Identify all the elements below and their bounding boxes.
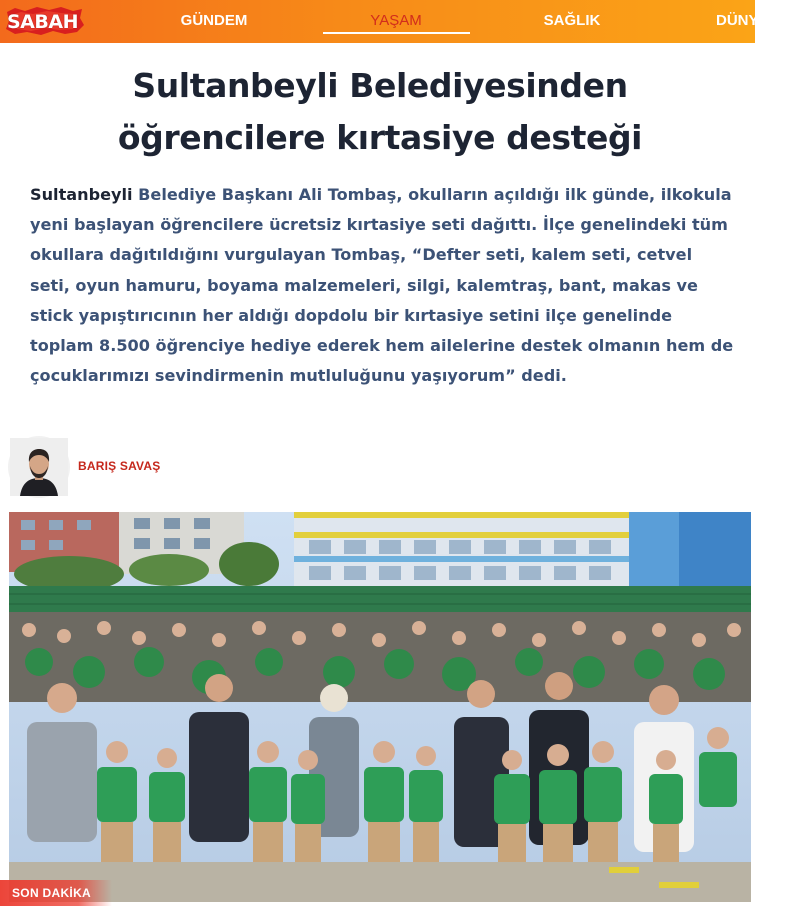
logo-wordmark: SABAH <box>7 11 78 33</box>
nav-item-dunya[interactable]: DÜNYA <box>716 12 768 29</box>
sabah-logo[interactable] <box>3 6 85 36</box>
top-nav-bar <box>0 0 768 43</box>
active-nav-indicator <box>323 32 470 34</box>
breaking-news-badge[interactable]: SON DAKİKA <box>0 880 112 906</box>
group-photo-icon <box>9 512 751 902</box>
nav-item-gundem[interactable]: GÜNDEM <box>180 12 248 29</box>
nav-item-yasam[interactable]: YAŞAM <box>370 12 422 29</box>
article-hero-image[interactable] <box>9 512 751 902</box>
lead-location: Sultanbeyli <box>30 185 133 204</box>
article-headline: Sultanbeyli Belediyesinden öğrencilere kırtasiye desteği <box>117 66 643 157</box>
article-lead <box>30 180 735 391</box>
lead-text: Belediye Başkanı Ali Tombaş, okulların açıldığı ilk günde, ilkokula yeni başlayan öğrencilere ücretsiz kırtasiye seti dağıttı. İlçe genelindeki tüm okullara dağıtıldığını vurgulayan Tombaş, “Defter seti, kalem seti, cetvel seti, oyun hamuru, boyama malzemeleri, silgi, kalemtraş, bant, makas ve stick yapıştırıcının her aldığı dopdolu bir kırtasiye setini ilçe genelinde toplam 8.500 öğrenciye hediye ederek hem ailelerine destek olmanın hem de çocuklarımızı sevindirmenin mutluluğunu yaşıyorum” dedi. <box>30 185 734 386</box>
author-portrait-icon <box>10 438 68 496</box>
nav-item-saglik[interactable]: SAĞLIK <box>543 12 601 29</box>
author-name[interactable]: BARIŞ SAVAŞ <box>78 459 161 473</box>
author-avatar[interactable] <box>10 438 68 496</box>
